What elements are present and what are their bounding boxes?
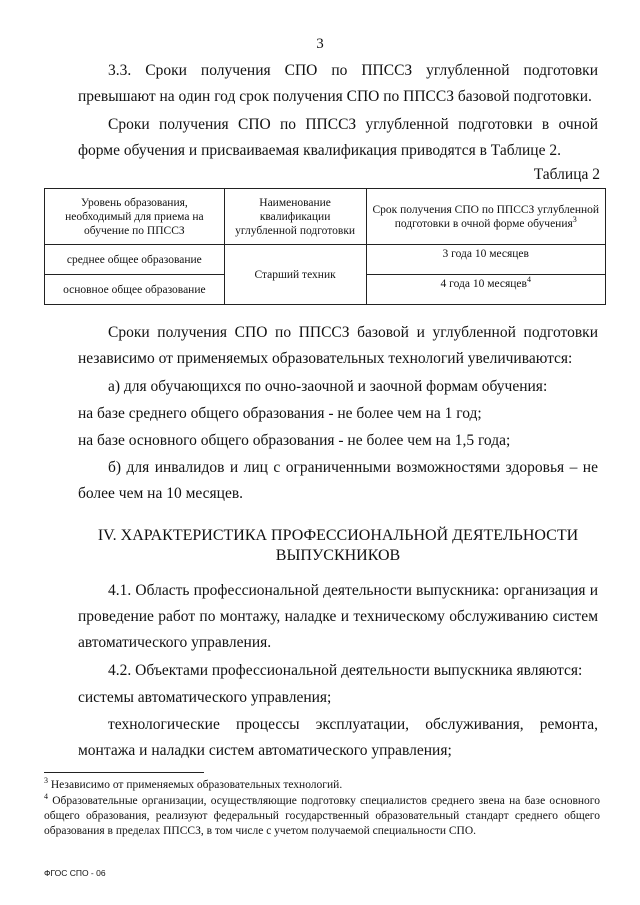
cell-term [366,275,606,305]
footnote-3 [44,778,600,793]
footnote-mark: 3 [44,776,48,786]
table-row [45,245,606,275]
paragraph-a: а) для обучающихся по очно-заочной и заочной формам обучения: [108,378,548,395]
table-2 [44,188,606,305]
cell-education-level: основное общее образование [45,275,225,305]
footnote-4 [44,794,600,839]
header-term-text: Срок получения СПО по ППССЗ углубленной подготовки в очной форме обучения [372,203,600,230]
paragraph-3-3: 3.3. Сроки получения СПО по ППССЗ углубленной подготовки превышают на один год срок получения СПО по ППССЗ базовой подготовки. [78,62,598,105]
paragraph-4-2-b: технологические процессы эксплуатации, обслуживания, ремонта, монтажа и наладки систем автоматического управления; [78,716,598,759]
footnote-ref-4: 4 [526,275,531,285]
cell-education-level: среднее общее образование [45,245,225,275]
paragraph-terms: Сроки получения СПО по ППССЗ углубленной подготовки в очной форме обучения и присваиваемая квалификация приводятся в Таблице 2. [78,116,598,159]
footnote-ref-3: 3 [572,214,577,224]
paragraph-a-2: на базе основного общего образования - не более чем на 1,5 года; [78,432,511,449]
section-title: IV. ХАРАКТЕРИСТИКА ПРОФЕССИОНАЛЬНОЙ ДЕЯТЕЛЬНОСТИ ВЫПУСКНИКОВ [97,527,579,564]
cell-qualification: Старший техник [224,245,366,305]
page-number: 3 [316,36,324,52]
paragraph-4-2: 4.2. Объектами профессиональной деятельности выпускника являются: [108,662,583,679]
footnote-mark: 4 [44,792,48,802]
table-caption: Таблица 2 [533,166,600,183]
document-code: ФГОС СПО - 06 [44,868,106,878]
footnote-separator [44,772,204,773]
table-header-row [45,189,606,245]
footnote-text: Образовательные организации, осуществляющие подготовку специалистов среднего звена на базе основного общего образования, реализуют федеральный государственный образовательный стандарт среднего общего образования в пределах ППССЗ, в том числе с учетом получаемой специальности СПО. [44,795,600,837]
paragraph-b: б) для инвалидов и лиц с ограниченными возможностями здоровья – не более чем на 10 месяцев. [78,459,598,502]
header-education-level: Уровень образования, необходимый для приема на обучение по ППССЗ [45,189,225,245]
paragraph-4-2-a: системы автоматического управления; [78,689,332,706]
cell-term-text: 4 года 10 месяцев [440,278,527,290]
cell-term-text: 3 года 10 месяцев [442,248,529,260]
header-qualification: Наименование квалификации углубленной подготовки [224,189,366,245]
footnote-text: Независимо от применяемых образовательных технологий. [48,779,343,791]
header-term [366,189,606,245]
paragraph-4-1: 4.1. Область профессиональной деятельности выпускника: организация и проведение работ по монтажу, наладке и техническому обслуживанию систем автоматического управления. [78,582,598,651]
paragraph-increase: Сроки получения СПО по ППССЗ базовой и углубленной подготовки независимо от применяемых образовательных технологий увеличиваются: [78,324,598,367]
cell-term [366,245,606,275]
paragraph-a-1: на базе среднего общего образования - не более чем на 1 год; [78,405,482,422]
